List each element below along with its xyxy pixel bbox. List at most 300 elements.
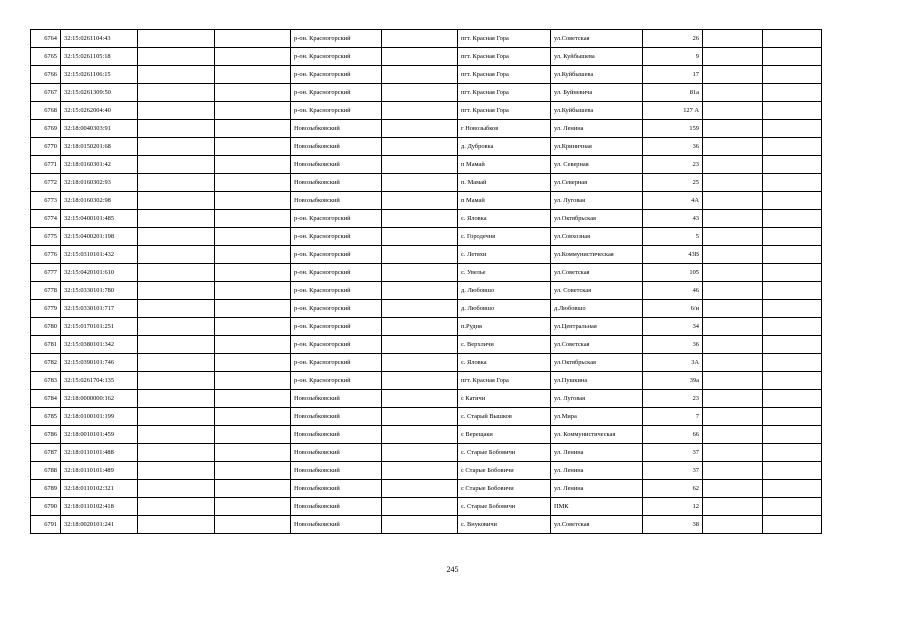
row-number-cell: 6777 xyxy=(31,264,61,282)
cadastral-number-cell: 32:18:0020101:241 xyxy=(61,516,138,534)
empty-cell xyxy=(215,498,291,516)
row-number-cell: 6782 xyxy=(31,354,61,372)
empty-cell xyxy=(382,120,458,138)
empty-cell xyxy=(763,156,822,174)
cadastral-number-cell: 32:15:0170101:251 xyxy=(61,318,138,336)
settlement-cell: д. Любовшо xyxy=(458,300,551,318)
empty-cell xyxy=(382,408,458,426)
street-cell: ул.Куйбышева xyxy=(551,102,643,120)
empty-cell xyxy=(215,354,291,372)
empty-cell xyxy=(703,444,763,462)
district-cell: Новозыбковский xyxy=(291,498,382,516)
district-cell: Новозыбковский xyxy=(291,138,382,156)
table-row xyxy=(31,444,822,462)
empty-cell xyxy=(703,66,763,84)
empty-cell xyxy=(382,264,458,282)
cadastral-number-cell: 32:18:0000000:162 xyxy=(61,390,138,408)
empty-cell xyxy=(382,48,458,66)
street-cell: ул. Луговая xyxy=(551,192,643,210)
cadastral-number-cell: 32:18:0160301:42 xyxy=(61,156,138,174)
empty-cell xyxy=(703,282,763,300)
settlement-cell: д. Любовшо xyxy=(458,282,551,300)
house-number-cell: 127 А xyxy=(643,102,703,120)
empty-cell xyxy=(215,408,291,426)
settlement-cell: с Старые Бобовичи xyxy=(458,462,551,480)
street-cell: ул.Октябрьская xyxy=(551,354,643,372)
house-number-cell: 39а xyxy=(643,372,703,390)
empty-cell xyxy=(215,174,291,192)
table-row xyxy=(31,174,822,192)
street-cell: ул.Коммунистическая xyxy=(551,246,643,264)
district-cell: р-он. Красногорский xyxy=(291,282,382,300)
row-number-cell: 6767 xyxy=(31,84,61,102)
empty-cell xyxy=(138,480,215,498)
empty-cell xyxy=(763,174,822,192)
district-cell: р-он. Красногорский xyxy=(291,48,382,66)
cadastral-number-cell: 32:15:0380101:342 xyxy=(61,336,138,354)
empty-cell xyxy=(138,408,215,426)
house-number-cell: 3А xyxy=(643,354,703,372)
settlement-cell: с Старые Бобовичи xyxy=(458,480,551,498)
empty-cell xyxy=(763,462,822,480)
table-row xyxy=(31,30,822,48)
row-number-cell: 6776 xyxy=(31,246,61,264)
street-cell: ул. Северная xyxy=(551,156,643,174)
house-number-cell: 66 xyxy=(643,426,703,444)
district-cell: р-он. Красногорский xyxy=(291,102,382,120)
street-cell: ул.Криничная xyxy=(551,138,643,156)
settlement-cell: г Новозыбков xyxy=(458,120,551,138)
settlement-cell: пгт. Красная Гора xyxy=(458,102,551,120)
empty-cell xyxy=(763,192,822,210)
table-row xyxy=(31,264,822,282)
cadastral-number-cell: 32:18:0110101:488 xyxy=(61,444,138,462)
settlement-cell: с. Старый Вышков xyxy=(458,408,551,426)
settlement-cell: п Мамай xyxy=(458,192,551,210)
street-cell: ПМК xyxy=(551,498,643,516)
empty-cell xyxy=(138,138,215,156)
empty-cell xyxy=(138,354,215,372)
empty-cell xyxy=(138,156,215,174)
empty-cell xyxy=(382,444,458,462)
row-number-cell: 6788 xyxy=(31,462,61,480)
street-cell: ул.Куйбышева xyxy=(551,66,643,84)
empty-cell xyxy=(703,462,763,480)
empty-cell xyxy=(703,300,763,318)
district-cell: Новозыбковский xyxy=(291,426,382,444)
settlement-cell: с. Яловка xyxy=(458,354,551,372)
cadastral-number-cell: 32:15:0261105:18 xyxy=(61,48,138,66)
empty-cell xyxy=(138,192,215,210)
empty-cell xyxy=(703,228,763,246)
street-cell: ул.Северная xyxy=(551,174,643,192)
empty-cell xyxy=(382,156,458,174)
street-cell: ул.Совхозная xyxy=(551,228,643,246)
empty-cell xyxy=(703,516,763,534)
cadastral-number-cell: 32:18:0040303:91 xyxy=(61,120,138,138)
row-number-cell: 6786 xyxy=(31,426,61,444)
table-row xyxy=(31,120,822,138)
empty-cell xyxy=(138,336,215,354)
settlement-cell: с. Яловка xyxy=(458,210,551,228)
empty-cell xyxy=(382,300,458,318)
settlement-cell: с. Увелье xyxy=(458,264,551,282)
street-cell: ул.Советская xyxy=(551,30,643,48)
property-registry-table xyxy=(30,29,822,534)
settlement-cell: пгт. Красная Гора xyxy=(458,66,551,84)
row-number-cell: 6774 xyxy=(31,210,61,228)
house-number-cell: 17 xyxy=(643,66,703,84)
empty-cell xyxy=(703,408,763,426)
district-cell: р-он. Красногорский xyxy=(291,66,382,84)
empty-cell xyxy=(763,318,822,336)
empty-cell xyxy=(215,48,291,66)
empty-cell xyxy=(763,264,822,282)
empty-cell xyxy=(703,138,763,156)
empty-cell xyxy=(703,210,763,228)
table-row xyxy=(31,372,822,390)
cadastral-number-cell: 32:15:0400201:198 xyxy=(61,228,138,246)
table-row xyxy=(31,318,822,336)
district-cell: р-он. Красногорский xyxy=(291,372,382,390)
settlement-cell: пгт. Красная Гора xyxy=(458,48,551,66)
settlement-cell: пгт. Красная Гора xyxy=(458,84,551,102)
row-number-cell: 6785 xyxy=(31,408,61,426)
empty-cell xyxy=(382,192,458,210)
cadastral-number-cell: 32:15:0400101:485 xyxy=(61,210,138,228)
cadastral-number-cell: 32:15:0310101:432 xyxy=(61,246,138,264)
empty-cell xyxy=(763,390,822,408)
table-row xyxy=(31,426,822,444)
empty-cell xyxy=(703,192,763,210)
cadastral-number-cell: 32:15:0420101:610 xyxy=(61,264,138,282)
empty-cell xyxy=(138,48,215,66)
empty-cell xyxy=(215,138,291,156)
table-row xyxy=(31,48,822,66)
empty-cell xyxy=(215,390,291,408)
house-number-cell: 38 xyxy=(643,516,703,534)
empty-cell xyxy=(382,228,458,246)
district-cell: р-он. Красногорский xyxy=(291,336,382,354)
empty-cell xyxy=(703,120,763,138)
row-number-cell: 6789 xyxy=(31,480,61,498)
empty-cell xyxy=(703,372,763,390)
empty-cell xyxy=(215,102,291,120)
empty-cell xyxy=(703,174,763,192)
empty-cell xyxy=(215,372,291,390)
house-number-cell: 34 xyxy=(643,318,703,336)
house-number-cell: 62 xyxy=(643,480,703,498)
empty-cell xyxy=(382,66,458,84)
empty-cell xyxy=(215,84,291,102)
cadastral-number-cell: 32:15:0330101:780 xyxy=(61,282,138,300)
district-cell: Новозыбковский xyxy=(291,516,382,534)
house-number-cell: 36 xyxy=(643,336,703,354)
district-cell: Новозыбковский xyxy=(291,408,382,426)
street-cell: ул. Советская xyxy=(551,282,643,300)
empty-cell xyxy=(763,516,822,534)
table-row xyxy=(31,192,822,210)
empty-cell xyxy=(763,102,822,120)
empty-cell xyxy=(382,174,458,192)
empty-cell xyxy=(703,84,763,102)
empty-cell xyxy=(763,408,822,426)
empty-cell xyxy=(215,462,291,480)
settlement-cell: с Катичи xyxy=(458,390,551,408)
empty-cell xyxy=(138,282,215,300)
cadastral-number-cell: 32:15:0261309:50 xyxy=(61,84,138,102)
house-number-cell: 12 xyxy=(643,498,703,516)
district-cell: Новозыбковский xyxy=(291,174,382,192)
table-row xyxy=(31,84,822,102)
empty-cell xyxy=(382,354,458,372)
empty-cell xyxy=(703,156,763,174)
empty-cell xyxy=(215,264,291,282)
table-row xyxy=(31,516,822,534)
street-cell: ул. Буйневича xyxy=(551,84,643,102)
empty-cell xyxy=(215,30,291,48)
row-number-cell: 6781 xyxy=(31,336,61,354)
settlement-cell: с. Старые Бобовичи xyxy=(458,444,551,462)
empty-cell xyxy=(703,318,763,336)
table-row xyxy=(31,300,822,318)
table-row xyxy=(31,282,822,300)
row-number-cell: 6791 xyxy=(31,516,61,534)
empty-cell xyxy=(763,444,822,462)
empty-cell xyxy=(382,318,458,336)
settlement-cell: пгт. Красная Гора xyxy=(458,372,551,390)
empty-cell xyxy=(763,300,822,318)
empty-cell xyxy=(382,390,458,408)
empty-cell xyxy=(215,426,291,444)
empty-cell xyxy=(138,174,215,192)
district-cell: р-он. Красногорский xyxy=(291,84,382,102)
empty-cell xyxy=(382,30,458,48)
empty-cell xyxy=(138,246,215,264)
empty-cell xyxy=(138,390,215,408)
empty-cell xyxy=(703,354,763,372)
row-number-cell: 6784 xyxy=(31,390,61,408)
empty-cell xyxy=(763,66,822,84)
empty-cell xyxy=(215,66,291,84)
empty-cell xyxy=(382,210,458,228)
house-number-cell: 23 xyxy=(643,156,703,174)
empty-cell xyxy=(382,426,458,444)
settlement-cell: с. Летяхи xyxy=(458,246,551,264)
house-number-cell: 25 xyxy=(643,174,703,192)
settlement-cell: с. Городечня xyxy=(458,228,551,246)
empty-cell xyxy=(138,120,215,138)
empty-cell xyxy=(382,516,458,534)
empty-cell xyxy=(138,516,215,534)
table-row xyxy=(31,228,822,246)
street-cell: ул.Советская xyxy=(551,336,643,354)
cadastral-number-cell: 32:18:0110101:489 xyxy=(61,462,138,480)
district-cell: р-он. Красногорский xyxy=(291,354,382,372)
empty-cell xyxy=(703,102,763,120)
row-number-cell: 6783 xyxy=(31,372,61,390)
empty-cell xyxy=(138,210,215,228)
empty-cell xyxy=(215,444,291,462)
row-number-cell: 6787 xyxy=(31,444,61,462)
table-row xyxy=(31,354,822,372)
table-row xyxy=(31,462,822,480)
empty-cell xyxy=(138,228,215,246)
cadastral-number-cell: 32:15:0330101:717 xyxy=(61,300,138,318)
empty-cell xyxy=(138,462,215,480)
street-cell: д.Любовшо xyxy=(551,300,643,318)
empty-cell xyxy=(763,228,822,246)
cadastral-number-cell: 32:15:0261704:135 xyxy=(61,372,138,390)
table-row xyxy=(31,390,822,408)
street-cell: ул.Пушкина xyxy=(551,372,643,390)
street-cell: ул. Куйбышева xyxy=(551,48,643,66)
empty-cell xyxy=(763,282,822,300)
empty-cell xyxy=(382,282,458,300)
row-number-cell: 6765 xyxy=(31,48,61,66)
cadastral-number-cell: 32:18:0110102:321 xyxy=(61,480,138,498)
empty-cell xyxy=(215,156,291,174)
house-number-cell: 7 xyxy=(643,408,703,426)
empty-cell xyxy=(215,336,291,354)
table-row xyxy=(31,102,822,120)
district-cell: р-он. Красногорский xyxy=(291,30,382,48)
empty-cell xyxy=(138,300,215,318)
empty-cell xyxy=(703,264,763,282)
settlement-cell: п Мамай xyxy=(458,156,551,174)
table-row xyxy=(31,246,822,264)
registry-sheet xyxy=(30,29,822,534)
house-number-cell: 6/и xyxy=(643,300,703,318)
settlement-cell: с. Внуковичи xyxy=(458,516,551,534)
settlement-cell: пгт. Красная Гора xyxy=(458,30,551,48)
settlement-cell: с. Старые Бобовичи xyxy=(458,498,551,516)
empty-cell xyxy=(763,138,822,156)
cadastral-number-cell: 32:18:0110102:418 xyxy=(61,498,138,516)
empty-cell xyxy=(215,228,291,246)
cadastral-number-cell: 32:18:0100101:199 xyxy=(61,408,138,426)
cadastral-number-cell: 32:15:0261106:15 xyxy=(61,66,138,84)
empty-cell xyxy=(382,102,458,120)
empty-cell xyxy=(215,210,291,228)
empty-cell xyxy=(138,66,215,84)
empty-cell xyxy=(763,480,822,498)
house-number-cell: 5 xyxy=(643,228,703,246)
house-number-cell: 46 xyxy=(643,282,703,300)
empty-cell xyxy=(763,372,822,390)
empty-cell xyxy=(763,336,822,354)
street-cell: ул.Мира xyxy=(551,408,643,426)
house-number-cell: 26 xyxy=(643,30,703,48)
empty-cell xyxy=(138,84,215,102)
empty-cell xyxy=(703,336,763,354)
district-cell: Новозыбковский xyxy=(291,480,382,498)
row-number-cell: 6768 xyxy=(31,102,61,120)
empty-cell xyxy=(703,390,763,408)
empty-cell xyxy=(382,498,458,516)
empty-cell xyxy=(138,498,215,516)
row-number-cell: 6766 xyxy=(31,66,61,84)
street-cell: ул.Советская xyxy=(551,264,643,282)
empty-cell xyxy=(703,246,763,264)
row-number-cell: 6771 xyxy=(31,156,61,174)
empty-cell xyxy=(703,480,763,498)
row-number-cell: 6775 xyxy=(31,228,61,246)
empty-cell xyxy=(138,318,215,336)
district-cell: Новозыбковский xyxy=(291,390,382,408)
house-number-cell: 105 xyxy=(643,264,703,282)
house-number-cell: 159 xyxy=(643,120,703,138)
cadastral-number-cell: 32:18:0010101:459 xyxy=(61,426,138,444)
house-number-cell: 9 xyxy=(643,48,703,66)
cadastral-number-cell: 32:18:0160302:93 xyxy=(61,174,138,192)
house-number-cell: 37 xyxy=(643,444,703,462)
table-row xyxy=(31,408,822,426)
empty-cell xyxy=(138,30,215,48)
empty-cell xyxy=(763,30,822,48)
empty-cell xyxy=(215,480,291,498)
district-cell: р-он. Красногорский xyxy=(291,228,382,246)
settlement-cell: п.Рудня xyxy=(458,318,551,336)
settlement-cell: д. Дубровка xyxy=(458,138,551,156)
empty-cell xyxy=(138,102,215,120)
house-number-cell: 4А xyxy=(643,192,703,210)
table-row xyxy=(31,156,822,174)
empty-cell xyxy=(215,120,291,138)
cadastral-number-cell: 32:15:0262004:40 xyxy=(61,102,138,120)
street-cell: ул.Октябрьская xyxy=(551,210,643,228)
house-number-cell: 23 xyxy=(643,390,703,408)
cadastral-number-cell: 32:15:0261104:43 xyxy=(61,30,138,48)
empty-cell xyxy=(138,444,215,462)
row-number-cell: 6770 xyxy=(31,138,61,156)
district-cell: р-он. Красногорский xyxy=(291,210,382,228)
street-cell: ул. Ленина xyxy=(551,480,643,498)
house-number-cell: 81а xyxy=(643,84,703,102)
street-cell: ул. Ленина xyxy=(551,120,643,138)
empty-cell xyxy=(703,426,763,444)
row-number-cell: 6790 xyxy=(31,498,61,516)
empty-cell xyxy=(215,318,291,336)
house-number-cell: 36 xyxy=(643,138,703,156)
empty-cell xyxy=(215,516,291,534)
cadastral-number-cell: 32:15:0390101:746 xyxy=(61,354,138,372)
settlement-cell: с Верещаки xyxy=(458,426,551,444)
empty-cell xyxy=(703,498,763,516)
row-number-cell: 6780 xyxy=(31,318,61,336)
empty-cell xyxy=(763,84,822,102)
house-number-cell: 43 xyxy=(643,210,703,228)
street-cell: ул. Луговая xyxy=(551,390,643,408)
row-number-cell: 6764 xyxy=(31,30,61,48)
street-cell: ул.Центральная xyxy=(551,318,643,336)
district-cell: Новозыбковский xyxy=(291,156,382,174)
empty-cell xyxy=(138,372,215,390)
empty-cell xyxy=(763,354,822,372)
street-cell: ул. Ленина xyxy=(551,444,643,462)
street-cell: ул. Ленина xyxy=(551,462,643,480)
row-number-cell: 6773 xyxy=(31,192,61,210)
empty-cell xyxy=(215,282,291,300)
cadastral-number-cell: 32:18:0160302:98 xyxy=(61,192,138,210)
empty-cell xyxy=(382,336,458,354)
district-cell: Новозыбковский xyxy=(291,462,382,480)
table-row xyxy=(31,336,822,354)
row-number-cell: 6778 xyxy=(31,282,61,300)
empty-cell xyxy=(215,192,291,210)
empty-cell xyxy=(215,300,291,318)
settlement-cell: п. Мамай xyxy=(458,174,551,192)
